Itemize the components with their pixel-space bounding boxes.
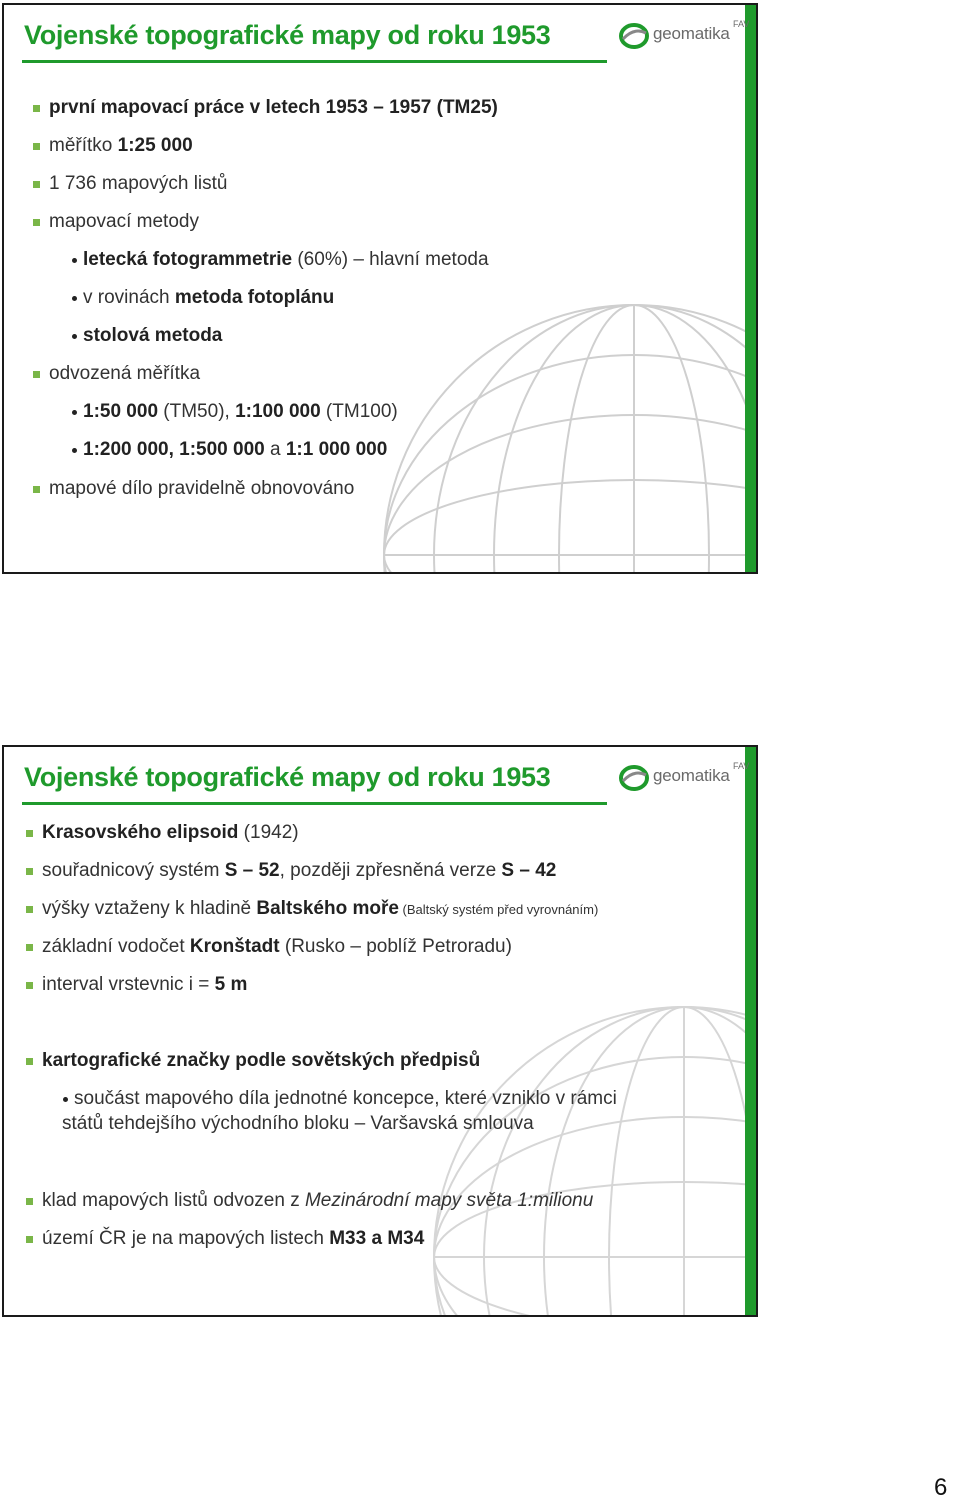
title-underline	[22, 802, 607, 805]
accent-bar	[745, 5, 756, 572]
list-item: měřítko 1:25 000	[29, 135, 193, 157]
list-item: interval vrstevnic i = 5 m	[22, 974, 247, 996]
geomatika-logo-icon	[619, 23, 649, 49]
sub-list-item-continuation: států tehdejšího východního bloku – Varšavská smlouva	[62, 1113, 534, 1134]
list-item: 1 736 mapových listů	[29, 173, 228, 195]
accent-bar	[745, 747, 756, 1315]
list-item: území ČR je na mapových listech M33 a M34	[22, 1228, 424, 1250]
list-item: první mapovací práce v letech 1953 – 1957 (TM25)	[29, 97, 498, 119]
slide-title: Vojenské topografické mapy od roku 1953	[24, 20, 551, 50]
logo-superscript: FAV	[733, 19, 750, 29]
list-item: kartografické značky podle sovětských předpisů	[22, 1050, 480, 1072]
sub-list-item: 1:50 000 (TM50), 1:100 000 (TM100)	[71, 401, 398, 423]
list-item: základní vodočet Kronštadt (Rusko – poblíž Petroradu)	[22, 936, 512, 958]
list-item: souřadnicový systém S – 52, později zpřesněná verze S – 42	[22, 860, 556, 882]
page-number: 6	[934, 1474, 948, 1501]
logo-brand-text: geomatika	[653, 766, 730, 785]
list-item: Krasovského elipsoid (1942)	[22, 822, 299, 844]
list-item: mapové dílo pravidelně obnovováno	[29, 478, 354, 500]
list-item: odvozená měřítka	[29, 363, 200, 385]
logo-brand-text: geomatika	[653, 24, 730, 43]
globe-watermark-icon	[374, 295, 758, 574]
slide-1	[2, 3, 758, 574]
sub-list-item: stolová metoda	[71, 325, 222, 347]
list-item: klad mapových listů odvozen z Mezinárodní mapy světa 1:milionu	[22, 1190, 593, 1212]
sub-list-item: 1:200 000, 1:500 000 a 1:1 000 000	[71, 439, 387, 461]
geomatika-logo-icon	[619, 765, 649, 791]
sub-list-item: součást mapového díla jednotné koncepce, které vzniklo v rámci	[62, 1088, 617, 1110]
geomatika-logo	[619, 761, 751, 795]
slide-2	[2, 745, 758, 1317]
title-underline	[22, 60, 607, 63]
slide-title: Vojenské topografické mapy od roku 1953	[24, 762, 551, 792]
list-item: mapovací metody	[29, 211, 199, 233]
logo-superscript: FAV	[733, 761, 750, 771]
geomatika-logo	[619, 19, 751, 53]
sub-list-item: letecká fotogrammetrie (60%) – hlavní metoda	[71, 249, 489, 271]
list-item: výšky vztaženy k hladině Baltského moře (Baltský systém před vyrovnáním)	[22, 898, 598, 920]
sub-list-item: v rovinách metoda fotoplánu	[71, 287, 334, 309]
globe-watermark-icon	[424, 997, 758, 1317]
